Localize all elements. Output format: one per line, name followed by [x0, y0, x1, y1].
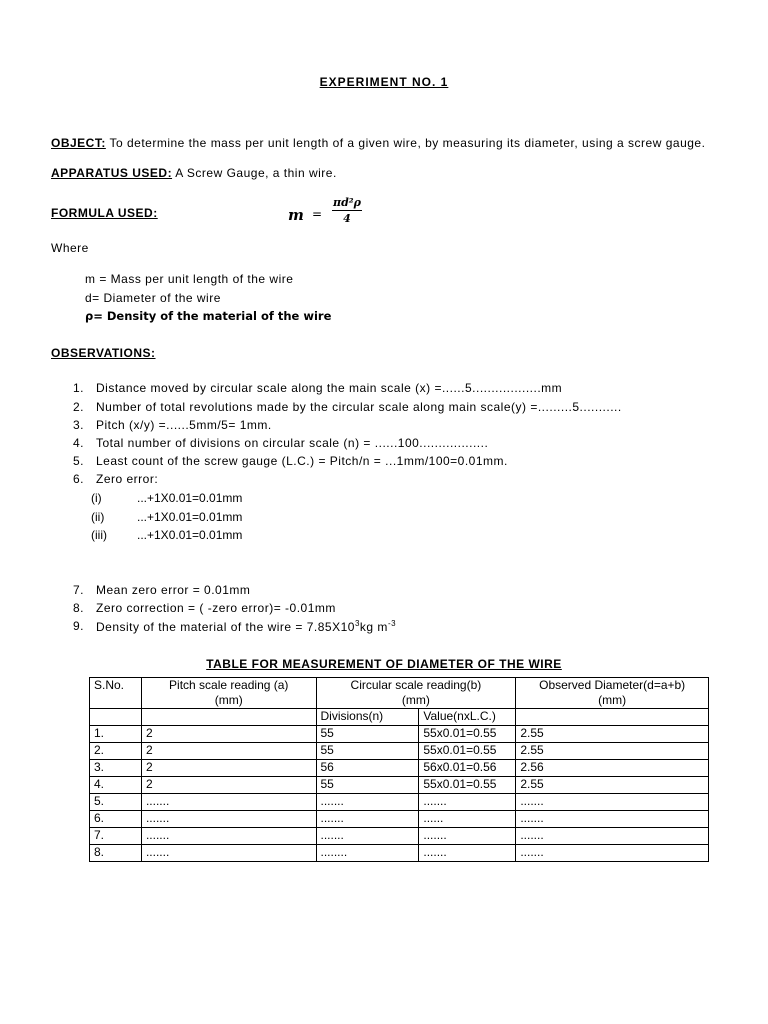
density-exponent: 3	[354, 619, 360, 628]
list-item	[73, 436, 488, 450]
table-cell: .......	[516, 845, 709, 862]
list-item-text: Number of total revolutions made by the circular scale along main scale(y) =.........5...........	[96, 400, 622, 414]
table-cell: 7.	[90, 828, 142, 845]
table-cell: .......	[141, 794, 316, 811]
table-cell	[141, 709, 316, 726]
zero-error-value: ...+1X0.01=0.01mm	[137, 510, 243, 524]
zero-error-value: ...+1X0.01=0.01mm	[137, 491, 243, 505]
formula-denominator: 4	[343, 212, 351, 225]
table-row	[90, 777, 709, 794]
table-cell: 55x0.01=0.55	[419, 743, 516, 760]
table-cell: 56x0.01=0.56	[419, 760, 516, 777]
table-cell: .......	[516, 794, 709, 811]
where-label: Where	[51, 241, 89, 255]
table-cell: 4.	[90, 777, 142, 794]
where-item: ρ= Density of the material of the wire	[85, 309, 332, 323]
formula-label: FORMULA USED:	[51, 206, 158, 220]
page-title: EXPERIMENT NO. 1	[319, 75, 449, 89]
zero-error-number: (iii)	[91, 528, 107, 542]
list-item-text: Pitch (x/y) =......5mm/5= 1mm.	[96, 418, 272, 432]
header-observed: Observed Diameter(d=a+b) (mm)	[516, 678, 709, 709]
object-text: To determine the mass per unit length of a given wire, by measuring its diameter, using a screw gauge.	[109, 136, 706, 150]
list-item-number: 8.	[73, 601, 85, 615]
list-item-number: 1.	[73, 381, 85, 395]
table-cell: .......	[141, 811, 316, 828]
table-cell: 2	[141, 726, 316, 743]
list-item-number: 3.	[73, 418, 85, 432]
table-cell: 55x0.01=0.55	[419, 777, 516, 794]
object-label: OBJECT:	[51, 136, 106, 150]
list-item-number: 6.	[73, 472, 85, 486]
table-cell: 55	[316, 743, 419, 760]
table-cell: .......	[419, 828, 516, 845]
table-cell: 2	[141, 743, 316, 760]
table-cell: 2.	[90, 743, 142, 760]
table-cell: 8.	[90, 845, 142, 862]
table-header-row	[90, 678, 709, 709]
zero-error-number: (ii)	[91, 510, 105, 524]
table-cell: 55	[316, 726, 419, 743]
table-cell: 2.55	[516, 743, 709, 760]
apparatus-line	[51, 166, 337, 180]
list-item-text: Zero error:	[96, 472, 159, 486]
table-cell: .......	[141, 845, 316, 862]
header-circular: Circular scale reading(b) (mm)	[316, 678, 516, 709]
formula-lhs: m	[288, 206, 304, 224]
table-cell: 6.	[90, 811, 142, 828]
list-item-text: Total number of divisions on circular scale (n) = ......100..................	[96, 436, 489, 450]
table-cell: .......	[316, 828, 419, 845]
list-item-number: 2.	[73, 400, 85, 414]
table-row	[90, 743, 709, 760]
list-item-text: Distance moved by circular scale along the main scale (x) =......5..................mm	[96, 381, 563, 395]
header-sno: S.No.	[90, 678, 142, 709]
table-subheader-row	[90, 709, 709, 726]
table-cell	[90, 709, 142, 726]
table-row	[90, 760, 709, 777]
list-item-number: 5.	[73, 454, 85, 468]
table-cell: .......	[141, 828, 316, 845]
density-text: Density of the material of the wire = 7.85X10	[96, 620, 355, 634]
list-item-text	[73, 620, 396, 634]
table-cell: .......	[316, 794, 419, 811]
table-cell: .......	[316, 811, 419, 828]
table-cell: 2	[141, 760, 316, 777]
list-item	[73, 619, 396, 634]
table-cell: 3.	[90, 760, 142, 777]
formula-numerator: πd²ρ	[333, 196, 361, 209]
list-item	[73, 381, 562, 395]
table-cell: .......	[419, 794, 516, 811]
list-item-text: Zero correction = ( -zero error)= -0.01mm	[96, 601, 336, 615]
header-divisions: Divisions(n)	[316, 709, 419, 726]
table-cell: .......	[419, 845, 516, 862]
measurement-table	[89, 677, 709, 862]
table-cell: ......	[419, 811, 516, 828]
object-line	[51, 136, 705, 150]
list-item-number: 4.	[73, 436, 85, 450]
table-cell: .......	[516, 828, 709, 845]
table-row	[90, 828, 709, 845]
table-cell: 2.56	[516, 760, 709, 777]
table-cell: .......	[516, 811, 709, 828]
list-item-number: 9.	[73, 619, 85, 633]
formula-equals: =	[312, 207, 323, 221]
list-item	[73, 418, 272, 432]
observations-label: OBSERVATIONS:	[51, 346, 156, 360]
table-cell: 1.	[90, 726, 142, 743]
zero-error-number: (i)	[91, 491, 102, 505]
list-item	[73, 601, 336, 615]
table-cell: 55x0.01=0.55	[419, 726, 516, 743]
table-cell: 5.	[90, 794, 142, 811]
list-item	[73, 400, 622, 414]
apparatus-text: A Screw Gauge, a thin wire.	[175, 166, 337, 180]
list-item-text: Mean zero error = 0.01mm	[96, 583, 251, 597]
list-item-number: 7.	[73, 583, 85, 597]
list-item-text: Least count of the screw gauge (L.C.) = Pitch/n = ...1mm/100=0.01mm.	[96, 454, 508, 468]
density-unit: kg m	[359, 620, 388, 634]
table-cell	[516, 709, 709, 726]
table-title: TABLE FOR MEASUREMENT OF DIAMETER OF THE WIRE	[206, 657, 562, 671]
header-pitch: Pitch scale reading (a) (mm)	[141, 678, 316, 709]
table-cell: 55	[316, 777, 419, 794]
table-cell: 2	[141, 777, 316, 794]
density-unit-exponent: -3	[387, 619, 397, 628]
table-row	[90, 845, 709, 862]
where-item: d= Diameter of the wire	[85, 291, 221, 305]
table-cell: 2.55	[516, 726, 709, 743]
where-item: m = Mass per unit length of the wire	[85, 272, 294, 286]
apparatus-label: APPARATUS USED:	[51, 166, 173, 180]
formula-fraction	[332, 196, 362, 225]
table-row	[90, 794, 709, 811]
list-item	[73, 472, 158, 486]
table-cell: 2.55	[516, 777, 709, 794]
zero-error-value: ...+1X0.01=0.01mm	[137, 528, 243, 542]
header-value: Value(nxL.C.)	[419, 709, 516, 726]
table-row	[90, 726, 709, 743]
table-row	[90, 811, 709, 828]
table-cell: ........	[316, 845, 419, 862]
list-item	[73, 583, 250, 597]
list-item	[73, 454, 508, 468]
table-cell: 56	[316, 760, 419, 777]
